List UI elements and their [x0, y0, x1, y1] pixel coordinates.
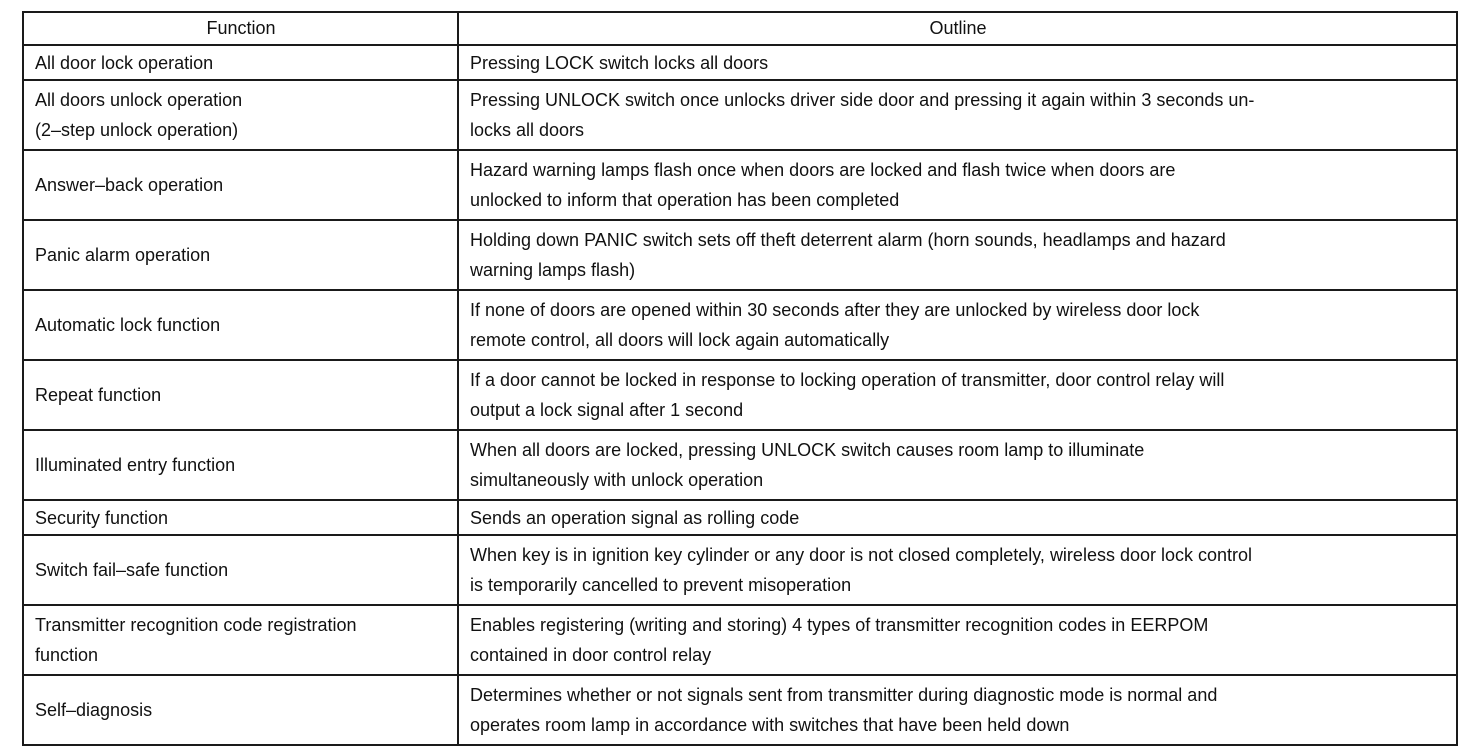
outline-text: Holding down PANIC switch sets off theft deterrent alarm (horn sounds, headlamps and hazard warning lamps flash) — [470, 230, 1226, 280]
function-text: Automatic lock function — [35, 315, 221, 335]
function-text: Switch fail–safe function — [35, 560, 229, 580]
outline-cell — [458, 430, 1457, 500]
outline-cell — [458, 45, 1457, 80]
function-cell — [23, 675, 458, 745]
table-header — [23, 12, 1457, 45]
table-row — [23, 430, 1457, 500]
function-cell — [23, 605, 458, 675]
function-cell — [23, 80, 458, 150]
table-row — [23, 360, 1457, 430]
outline-text: If a door cannot be locked in response to locking operation of transmitter, door control relay will output a lock signal after 1 second — [470, 370, 1225, 420]
outline-cell — [458, 80, 1457, 150]
table-row — [23, 150, 1457, 220]
column-header-function: Function — [23, 12, 458, 45]
function-cell — [23, 220, 458, 290]
function-cell — [23, 45, 458, 80]
table-row — [23, 605, 1457, 675]
outline-text: When key is in ignition key cylinder or any door is not closed completely, wireless door lock control is temporarily cancelled to prevent misoperation — [470, 545, 1253, 595]
outline-text: Determines whether or not signals sent from transmitter during diagnostic mode is normal and operates room lamp in accordance with switches that have been held down — [470, 685, 1218, 735]
function-text: Repeat function — [35, 385, 162, 405]
table-row — [23, 220, 1457, 290]
outline-cell — [458, 535, 1457, 605]
outline-cell — [458, 605, 1457, 675]
function-cell — [23, 535, 458, 605]
table-row — [23, 290, 1457, 360]
outline-text: Enables registering (writing and storing) 4 types of transmitter recognition codes in EERPOM contained in door control relay — [470, 615, 1209, 665]
table-row — [23, 675, 1457, 745]
outline-text: Pressing UNLOCK switch once unlocks driver side door and pressing it again within 3 seconds un- locks all doors — [470, 90, 1255, 140]
table-row — [23, 500, 1457, 535]
function-text: Illuminated entry function — [35, 455, 236, 475]
outline-cell — [458, 290, 1457, 360]
function-cell — [23, 430, 458, 500]
function-outline-table — [22, 11, 1458, 746]
function-text: Self–diagnosis — [35, 700, 153, 720]
function-text: Transmitter recognition code registration function — [35, 615, 357, 665]
table-row — [23, 535, 1457, 605]
outline-text: Sends an operation signal as rolling code — [470, 507, 800, 528]
table-row — [23, 45, 1457, 80]
function-cell — [23, 290, 458, 360]
outline-cell — [458, 675, 1457, 745]
function-text: All door lock operation — [35, 52, 214, 73]
table-header-row — [23, 12, 1457, 45]
function-cell — [23, 150, 458, 220]
function-text: All doors unlock operation (2–step unlock operation) — [35, 90, 243, 140]
outline-text: If none of doors are opened within 30 seconds after they are unlocked by wireless door lock remote control, all doors will lock again automatically — [470, 300, 1200, 350]
outline-cell — [458, 220, 1457, 290]
function-cell — [23, 360, 458, 430]
outline-text: Pressing LOCK switch locks all doors — [470, 52, 769, 73]
outline-text: When all doors are locked, pressing UNLOCK switch causes room lamp to illuminate simultaneously with unlock operation — [470, 440, 1145, 490]
table-row — [23, 80, 1457, 150]
outline-cell — [458, 150, 1457, 220]
function-text: Panic alarm operation — [35, 245, 211, 265]
function-text: Answer–back operation — [35, 175, 224, 195]
function-cell — [23, 500, 458, 535]
outline-text: Hazard warning lamps flash once when doors are locked and flash twice when doors are unlocked to inform that operation has been completed — [470, 160, 1176, 210]
table-body — [23, 45, 1457, 745]
outline-cell — [458, 360, 1457, 430]
function-text: Security function — [35, 507, 169, 528]
column-header-outline: Outline — [458, 12, 1457, 45]
outline-cell — [458, 500, 1457, 535]
